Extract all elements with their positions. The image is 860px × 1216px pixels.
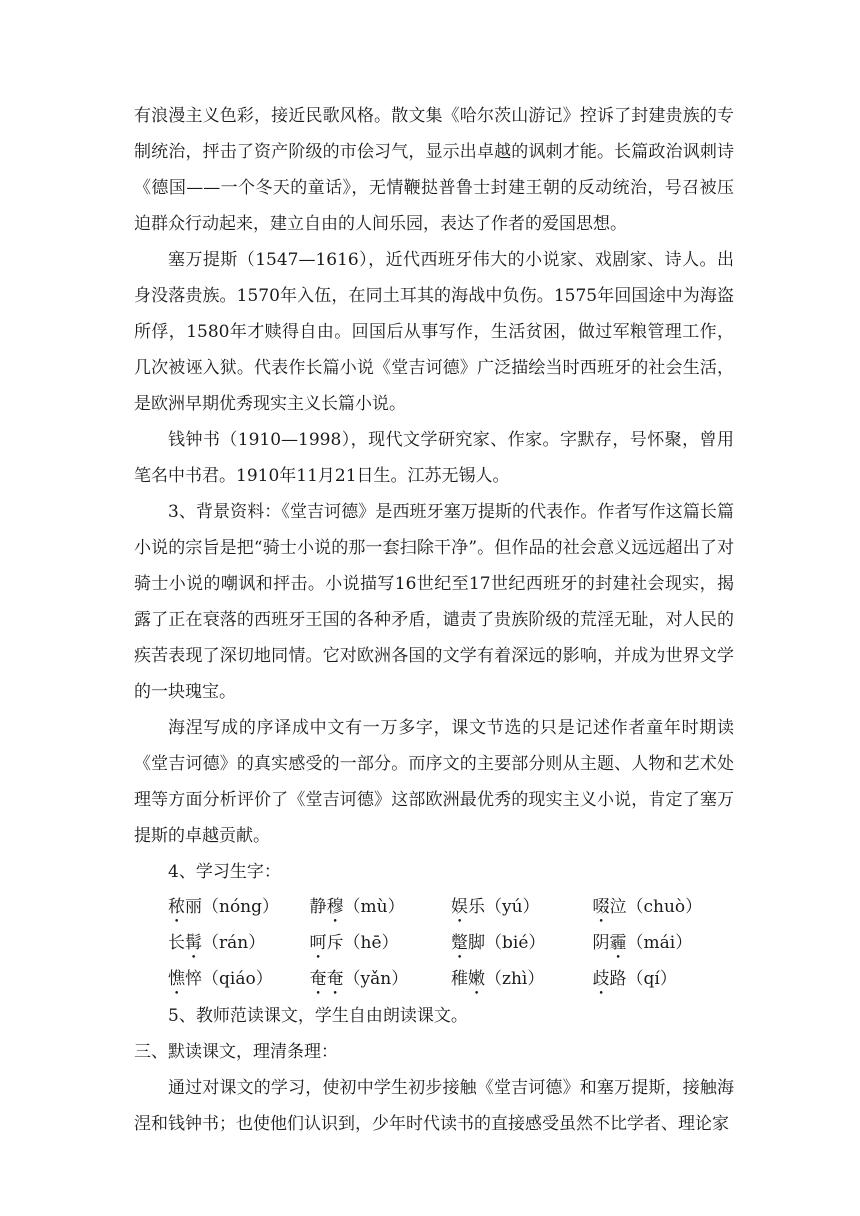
vocab-row bbox=[168, 890, 734, 926]
section-heading-three: 三、默读课文，理清条理： bbox=[134, 1042, 338, 1062]
paragraph-teacher-reading: 5、教师范读课文，学生自由朗读课文。 bbox=[168, 1006, 468, 1026]
vocab-row bbox=[168, 962, 734, 998]
paragraph-heine-works: 有浪漫主义色彩，接近民歌风格。散文集《哈尔茨山游记》控诉了封建贵族的专制统治，抨击了资产阶级的市侩习气，显示出卓越的讽刺才能。长篇政治讽刺诗《德国——一个冬天的童话》，无情鞭挞普鲁士封建王朝的反动统治，号召被压迫群众行动起来，建立自由的人间乐园，表达了作者的爱国思想。 bbox=[134, 106, 734, 234]
vocab-row bbox=[168, 926, 734, 962]
paragraph-cervantes-bio: 塞万提斯（1547—1616），近代西班牙伟大的小说家、戏剧家、诗人。出身没落贵族。1570年入伍，在同土耳其的海战中负伤。1575年回国途中为海盗所俘，1580年才赎得自由。回国后从事写作，生活贫困，做过军粮管理工作，几次被诬入狱。代表作长篇小说《堂吉诃德》广泛描绘当时西班牙的社会生活，是欧洲早期优秀现实主义长篇小说。 bbox=[134, 250, 734, 414]
vocab-item: 阴霾（mái） bbox=[592, 933, 693, 953]
vocab-item: 长髯（rán） bbox=[168, 933, 266, 953]
paragraph-qian-zhongshu-bio: 钱钟书（1910—1998），现代文学研究家、作家。字默存，号怀聚，曾用笔名中书君。1910年11月21日生。江苏无锡人。 bbox=[134, 430, 734, 486]
vocab-item: 奄奄（yǎn） bbox=[309, 969, 409, 989]
vocab-heading: 4、学习生字： bbox=[168, 862, 281, 882]
vocab-item: 蹩脚（bié） bbox=[451, 933, 546, 953]
vocab-item: 娱乐（yú） bbox=[451, 897, 540, 917]
vocab-item: 歧路（qí） bbox=[592, 969, 677, 989]
vocab-item: 呵斥（hē） bbox=[309, 933, 399, 953]
vocab-item: 秾丽（nóng） bbox=[168, 897, 280, 917]
paragraph-preface-summary: 海涅写成的序译成中文有一万多字，课文节选的只是记述作者童年时期读《堂吉诃德》的真实感受的一部分。而序文的主要部分则从主题、人物和艺术处理等方面分析评价了《堂吉诃德》这部欧洲最优秀的现实主义小说，肯定了塞万提斯的卓越贡献。 bbox=[134, 718, 734, 846]
document-body bbox=[134, 98, 734, 1142]
paragraph-learning-goals: 通过对课文的学习，使初中学生初步接触《堂吉诃德》和塞万提斯，接触海涅和钱钟书；也使他们认识到，少年时代读书的直接感受虽然不比学者、理论家 bbox=[134, 1078, 734, 1134]
vocab-item: 静穆（mù） bbox=[309, 897, 405, 917]
vocab-item: 稚嫩（zhì） bbox=[451, 969, 545, 989]
vocab-table bbox=[134, 890, 734, 998]
vocab-item: 啜泣（chuò） bbox=[592, 897, 703, 917]
vocab-item: 憔悴（qiáo） bbox=[168, 969, 273, 989]
paragraph-background: 3、背景资料：《堂吉诃德》是西班牙塞万提斯的代表作。作者写作这篇长篇小说的宗旨是把“骑士小说的那一套扫除干净”。但作品的社会意义远远超出了对骑士小说的嘲讽和抨击。小说描写16世纪至17世纪西班牙的封建社会现实，揭露了正在衰落的西班牙王国的各种矛盾，谴责了贵族阶级的荒淫无耻，对人民的疾苦表现了深切地同情。它对欧洲各国的文学有着深远的影响，并成为世界文学的一块瑰宝。 bbox=[134, 502, 734, 702]
